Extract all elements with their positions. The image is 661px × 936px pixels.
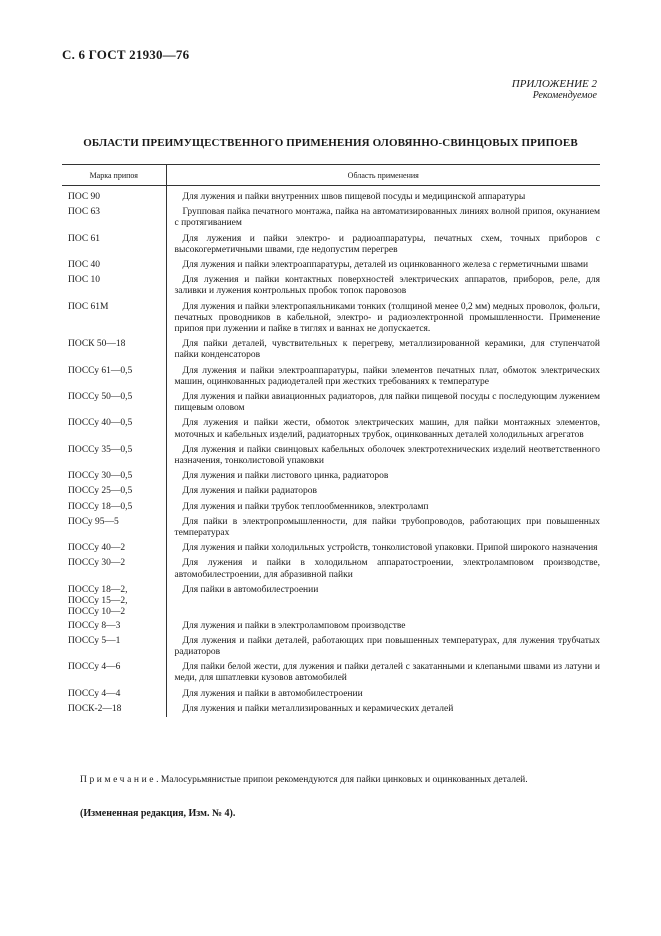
application-cell: Для лужения и пайки электроаппаратуры, деталей из оцинкованного железа с герметичными швами bbox=[182, 260, 589, 271]
table-row bbox=[62, 443, 600, 469]
application-cell: Для пайки в электропромышленности, для пайки трубопроводов, работающих при повышенных температурах bbox=[174, 516, 600, 539]
table-row bbox=[62, 484, 600, 499]
solder-grade-cell: ПОССу 40—2 bbox=[62, 541, 166, 556]
application-cell: Для лужения и пайки радиаторов bbox=[182, 486, 317, 497]
solder-grade-cell: ПОССу 18—2, ПОССу 15—2, ПОССу 10—2 bbox=[62, 583, 166, 619]
application-cell: Для лужения и пайки металлизированных и керамических деталей bbox=[182, 703, 454, 714]
application-cell: Для лужения и пайки деталей, работающих при повышенных температурах, для лужения трубчатых радиаторов bbox=[174, 635, 600, 657]
application-cell: Групповая пайка печатного монтажа, пайка на автоматизированных линиях волной припоя, окунанием с протягиванием bbox=[174, 207, 600, 229]
amendment-note: (Измененная редакция, Изм. № 4). bbox=[80, 808, 236, 819]
solder-grade-cell: ПОС 90 bbox=[62, 186, 166, 206]
table-row bbox=[62, 660, 600, 686]
solder-grade-cell: ПОССу 40—0,5 bbox=[62, 416, 166, 442]
application-cell: Для лужения и пайки электроаппаратуры, пайки элементов печатных плат, обмоток электрических машин, оцинкованных радиодеталей при жестких требованиях к температуре bbox=[174, 365, 600, 387]
table-row bbox=[62, 515, 600, 541]
application-cell: Для лужения и пайки электропаяльниками тонких (толщиной менее 0,2 мм) медных проволок, фольги, печатных проводников в кабельной, электро- и радиоэлектронной промышленности. Применение припоя при лужении и пайке в тиглях и ваннах не допускается. bbox=[174, 301, 600, 335]
table-row bbox=[62, 416, 600, 442]
table-row bbox=[62, 273, 600, 299]
solder-grade-cell: ПОССу 30—0,5 bbox=[62, 469, 166, 484]
application-cell: Для пайки в автомобилестроении bbox=[182, 584, 319, 595]
solder-table bbox=[62, 164, 600, 717]
note-text: . Малосурьмянистые припои рекомендуются для пайки цинковых и оцинкованных деталей. bbox=[156, 775, 528, 785]
application-cell: Для лужения и пайки холодильных устройств, тонколистовой упаковки. Припой широкого назначения bbox=[182, 543, 598, 554]
solder-grade-cell: ПОССу 25—0,5 bbox=[62, 484, 166, 499]
table-row bbox=[62, 500, 600, 515]
application-cell: Для лужения и пайки трубок теплообменников, электроламп bbox=[182, 501, 429, 512]
application-cell: Для лужения и пайки свинцовых кабельных оболочек электротехнических изделий неответственного назначения, тонколистовой упаковки bbox=[174, 444, 600, 467]
solder-grade-cell: ПОС 10 bbox=[62, 273, 166, 299]
appendix-status: Рекомендуемое bbox=[532, 90, 597, 101]
solder-grade-cell: ПОС 40 bbox=[62, 258, 166, 273]
solder-grade-cell: ПОССу 35—0,5 bbox=[62, 443, 166, 469]
table-row bbox=[62, 337, 600, 363]
application-cell: Для пайки деталей, чувствительных к перегреву, металлизированной керамики, для ступенчатой пайки конденсаторов bbox=[174, 339, 600, 361]
solder-grade-cell: ПОССу 50—0,5 bbox=[62, 390, 166, 416]
table-header-row bbox=[62, 165, 600, 186]
table-row bbox=[62, 634, 600, 660]
solder-grade-cell: ПОС 61М bbox=[62, 300, 166, 338]
document-title: ОБЛАСТИ ПРЕИМУЩЕСТВЕННОГО ПРИМЕНЕНИЯ ОЛОВЯННО-СВИНЦОВЫХ ПРИПОЕВ bbox=[83, 137, 578, 149]
solder-grade-cell: ПОССу 18—0,5 bbox=[62, 500, 166, 515]
solder-grade-cell: ПОСК-2—18 bbox=[62, 702, 166, 717]
application-cell: Для лужения и пайки жести, обмоток электрических машин, для пайки монтажных элементов, моточных и кабельных изделий, радиаторных трубок, оцинкованных деталей холодильных агрегатов bbox=[174, 418, 600, 440]
solder-grade-cell: ПОССу 30—2 bbox=[62, 556, 166, 582]
solder-grade-cell: ПОССу 4—6 bbox=[62, 660, 166, 686]
table-row bbox=[62, 300, 600, 338]
application-cell: Для лужения и пайки листового цинка, радиаторов bbox=[182, 471, 389, 482]
solder-grade-cell: ПОССу 5—1 bbox=[62, 634, 166, 660]
solder-grade-cell: ПОСК 50—18 bbox=[62, 337, 166, 363]
application-cell: Для лужения и пайки авиационных радиаторов, для пайки пищевой посуды с последующим лужением пищевым оловом bbox=[174, 392, 600, 414]
table-row bbox=[62, 619, 600, 634]
note-paragraph bbox=[62, 774, 600, 786]
application-cell: Для лужения и пайки в автомобилестроении bbox=[182, 688, 363, 699]
application-cell: Для лужения и пайки в холодильном аппаратостроении, электроламповом производстве, автомобилестроении, для абразивной пайки bbox=[174, 558, 600, 580]
table-row bbox=[62, 390, 600, 416]
table-row bbox=[62, 205, 600, 231]
column-header-grade: Марка припоя bbox=[62, 165, 166, 186]
table-row bbox=[62, 687, 600, 702]
solder-grade-cell: ПОССу 8—3 bbox=[62, 619, 166, 634]
application-cell: Для лужения и пайки в электроламповом производстве bbox=[182, 620, 406, 631]
table-body bbox=[62, 186, 600, 717]
note-label: Примечание bbox=[80, 775, 157, 785]
application-cell: Для лужения и пайки электро- и радиоаппаратуры, печатных схем, точных приборов с высокогерметичными швами, где недопустим перегрев bbox=[174, 233, 600, 255]
column-header-application: Область применения bbox=[166, 165, 600, 186]
appendix-block bbox=[512, 78, 597, 102]
table-row bbox=[62, 186, 600, 206]
application-cell: Для пайки белой жести, для лужения и пайки деталей с закатанными и клепаными швами из латуни и меди, для шпатлевки кузовов автомобилей bbox=[174, 662, 600, 684]
application-cell: Для лужения и пайки внутренних швов пищевой посуды и медицинской аппаратуры bbox=[182, 192, 526, 202]
solder-grade-cell: ПОС 63 bbox=[62, 205, 166, 231]
table-row bbox=[62, 583, 600, 619]
solder-grade-cell: ПОССу 4—4 bbox=[62, 687, 166, 702]
table-row bbox=[62, 364, 600, 390]
solder-grade-cell: ПОС 61 bbox=[62, 232, 166, 258]
solder-grade-cell: ПОСу 95—5 bbox=[62, 515, 166, 541]
application-cell: Для лужения и пайки контактных поверхностей электрических аппаратов, приборов, реле, для заливки и лужения контрольных пробок топок паровозов bbox=[174, 275, 600, 297]
table-row bbox=[62, 541, 600, 556]
table-row bbox=[62, 556, 600, 582]
table-row bbox=[62, 469, 600, 484]
solder-grade-cell: ПОССу 61—0,5 bbox=[62, 364, 166, 390]
table-row bbox=[62, 232, 600, 258]
table-row bbox=[62, 258, 600, 273]
table-row bbox=[62, 702, 600, 717]
appendix-label: ПРИЛОЖЕНИЕ 2 bbox=[511, 78, 597, 90]
page-header: С. 6 ГОСТ 21930—76 bbox=[62, 47, 190, 62]
